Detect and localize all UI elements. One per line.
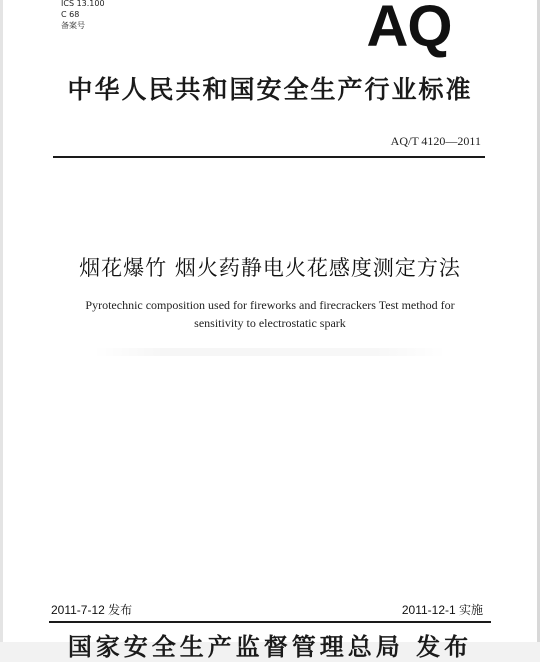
record-number-label: 备案号 [61, 21, 85, 30]
document-title-cn: 烟花爆竹 烟火药静电火花感度测定方法 [79, 256, 461, 280]
footer-divider [49, 621, 491, 623]
implementation-date: 2011-12-1 实施 [401, 603, 483, 617]
issuing-authority: 国家安全生产监督管理总局 发布 [67, 633, 473, 661]
faint-scan-artifact [93, 348, 447, 356]
document-title-en [53, 296, 487, 332]
standard-title: 中华人民共和国安全生产行业标准 [67, 75, 473, 104]
ics-code: ICS 13.100 [61, 0, 105, 8]
aq-logo: AQ [366, 0, 452, 59]
title-en-line-2: sensitivity to electrostatic spark [194, 316, 346, 330]
classification-codes [61, 0, 105, 31]
title-en-line-1: Pyrotechnic composition used for fireworks and firecrackers Test method for [85, 298, 455, 312]
ccs-code: C 68 [61, 10, 80, 19]
header-divider [53, 156, 485, 158]
issue-date: 2011-7-12 发布 [51, 603, 133, 617]
standard-number: AQ/T 4120—2011 [390, 134, 481, 148]
